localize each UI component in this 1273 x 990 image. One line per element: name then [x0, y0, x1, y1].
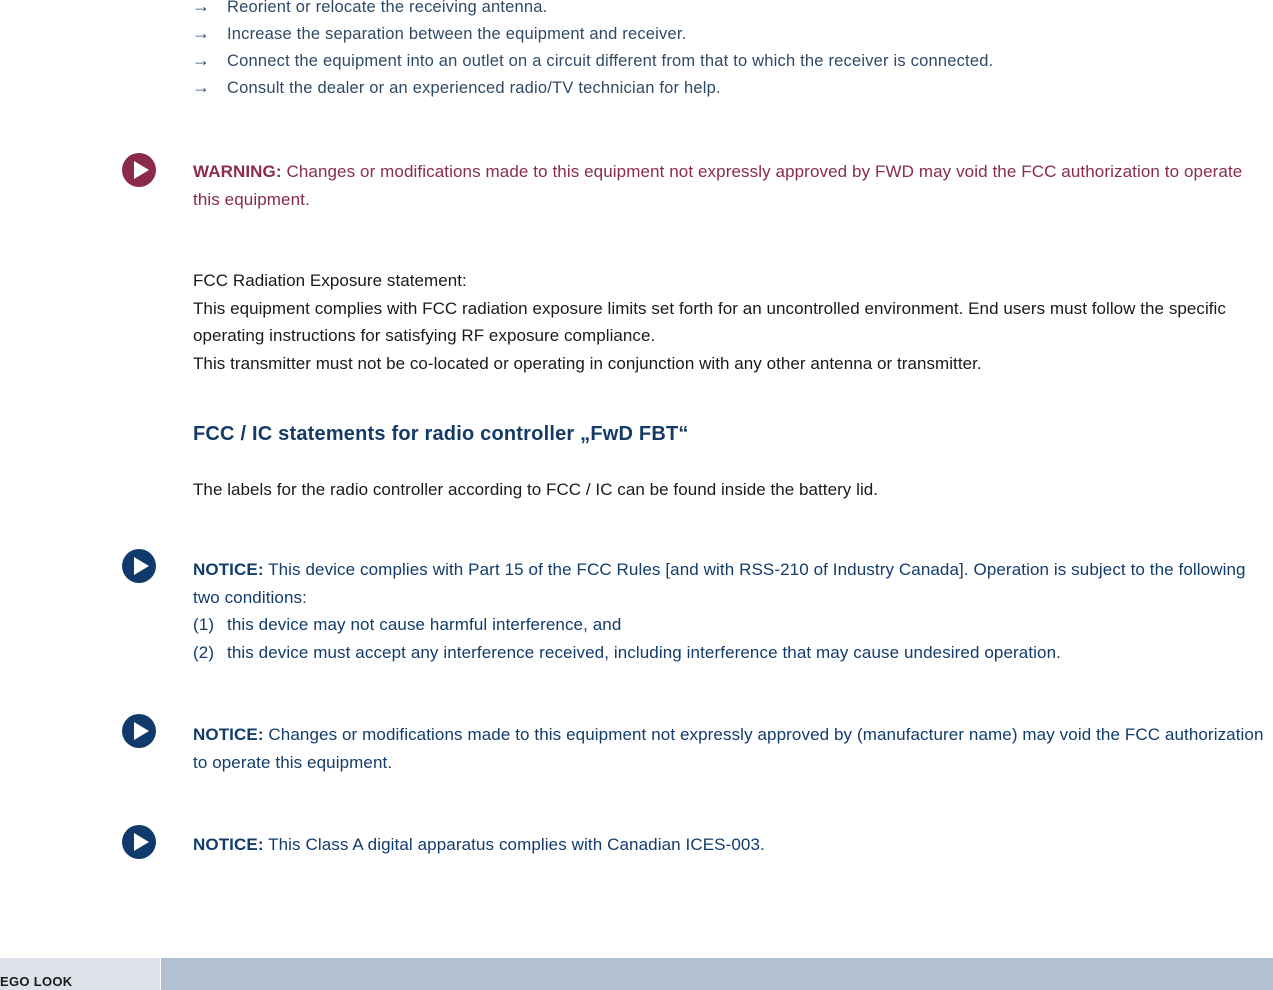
notice-text: Changes or modifications made to this equipment not expressly approved by (manufacturer name) may void the FCC authorization to operate this equipment.: [193, 725, 1264, 772]
section-body: The labels for the radio controller according to FCC / IC can be found inside the battery lid.: [193, 480, 879, 499]
condition-number: (2): [193, 642, 215, 662]
list-item: [192, 0, 993, 23]
play-triangle-icon: [121, 824, 157, 860]
radiation-line2: This transmitter must not be co-located or operating in conjunction with any other antenna or transmitter.: [193, 353, 982, 373]
condition-item: [193, 611, 1268, 639]
notice-label: NOTICE:: [193, 725, 264, 744]
condition-text: this device must accept any interference received, including interference that may cause undesired operation.: [227, 642, 1061, 662]
list-item-text: Reorient or relocate the receiving antenna.: [227, 0, 548, 16]
warning-text: Changes or modifications made to this equipment not expressly approved by FWD may void the FCC authorization to operate this equipment.: [193, 162, 1243, 209]
radiation-statement: [193, 267, 1273, 377]
notice-label: NOTICE:: [193, 835, 264, 854]
section-heading: FCC / IC statements for radio controller „FwD FBT“: [193, 423, 689, 445]
footer-label: EGO LOOK: [0, 974, 73, 989]
radiation-title: FCC Radiation Exposure statement:: [193, 271, 467, 290]
arrow-right-icon: →: [192, 50, 211, 70]
arrow-right-icon: →: [192, 77, 211, 97]
condition-text: this device may not cause harmful interference, and: [227, 615, 622, 634]
notice-text: This device complies with Part 15 of the FCC Rules [and with RSS-210 of Industry Canada]. Operation is subject to the following two conditions:: [193, 560, 1246, 607]
notice-text: This Class A digital apparatus complies with Canadian ICES-003.: [268, 835, 765, 854]
play-triangle-icon: [121, 713, 157, 749]
list-item: [192, 23, 993, 50]
arrow-right-icon: →: [192, 0, 211, 16]
interference-measures-list: [192, 0, 993, 104]
footer-right-bar: [161, 958, 1273, 990]
warning-label: WARNING:: [193, 162, 282, 181]
list-item: [192, 77, 993, 104]
list-item-text: Consult the dealer or an experienced radio/TV technician for help.: [227, 79, 721, 97]
condition-number: (1): [193, 615, 215, 634]
arrow-right-icon: →: [192, 23, 211, 43]
condition-item: [193, 639, 1268, 667]
list-item-text: Increase the separation between the equipment and receiver.: [227, 25, 687, 43]
notice-label: NOTICE:: [193, 560, 264, 579]
radiation-line1: This equipment complies with FCC radiation exposure limits set forth for an uncontrolled environment. End users must follow the specific operating instructions for satisfying RF exposure compliance.: [193, 298, 1226, 345]
play-triangle-icon: [121, 548, 157, 584]
list-item: [192, 50, 993, 77]
list-item-text: Connect the equipment into an outlet on a circuit different from that to which the receiver is connected.: [227, 52, 994, 70]
play-triangle-icon: [121, 152, 157, 188]
